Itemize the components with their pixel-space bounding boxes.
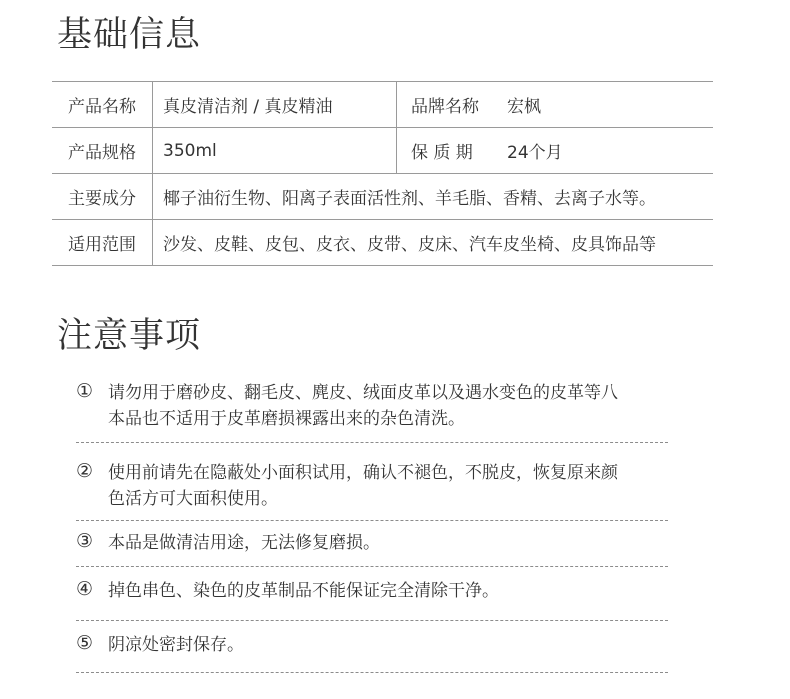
list-item bbox=[76, 521, 668, 567]
ingredients-label: 主要成分 bbox=[52, 174, 153, 220]
usage-scope-value: 沙发、皮鞋、皮包、皮衣、皮带、皮床、汽车皮坐椅、皮具饰品等 bbox=[163, 235, 656, 255]
shelf-life-cell bbox=[397, 128, 714, 174]
shelf-life-label: 保 质 期 bbox=[411, 143, 473, 163]
note-number: ③ bbox=[76, 530, 94, 552]
table-row bbox=[52, 174, 713, 220]
usage-scope-label: 适用范围 bbox=[52, 220, 153, 266]
product-spec-value: 350ml bbox=[153, 128, 397, 174]
table-row bbox=[52, 82, 713, 128]
note-number: ① bbox=[76, 380, 94, 402]
product-spec-label: 产品规格 bbox=[52, 128, 153, 174]
note-text-line: 色活方可大面积使用。 bbox=[108, 489, 278, 509]
basic-info-table bbox=[52, 81, 713, 266]
product-name-value: 真皮清洁剂 / 真皮精油 bbox=[153, 82, 397, 128]
brand-name-value: 宏枫 bbox=[507, 97, 541, 117]
brand-cell bbox=[397, 82, 714, 128]
note-text-line: 本品也不适用于皮革磨损裸露出来的杂色清洗。 bbox=[108, 409, 465, 429]
table-row bbox=[52, 128, 713, 174]
notes-title: 注意事项 bbox=[57, 316, 202, 356]
note-text-line: 掉色串色、染色的皮革制品不能保证完全清除干净。 bbox=[108, 581, 499, 601]
note-number: ④ bbox=[76, 578, 94, 600]
notes-list bbox=[76, 372, 668, 673]
note-number: ② bbox=[76, 460, 94, 482]
ingredients-value: 椰子油衍生物、阳离子表面活性剂、羊毛脂、香精、去离子水等。 bbox=[163, 189, 656, 209]
list-item bbox=[76, 567, 668, 621]
note-text-line: 阴凉处密封保存。 bbox=[108, 635, 244, 655]
table-row bbox=[52, 220, 713, 266]
list-item bbox=[76, 443, 668, 521]
list-item bbox=[76, 372, 668, 443]
list-item bbox=[76, 621, 668, 673]
note-text-line: 使用前请先在隐蔽处小面积试用，确认不褪色，不脱皮，恢复原来颜 bbox=[108, 463, 618, 483]
basic-info-title: 基础信息 bbox=[57, 15, 202, 55]
brand-name-label: 品牌名称 bbox=[411, 97, 479, 117]
shelf-life-value: 24个月 bbox=[507, 143, 563, 163]
product-name-label: 产品名称 bbox=[52, 82, 153, 128]
note-text-line: 请勿用于磨砂皮、翻毛皮、麂皮、绒面皮革以及遇水变色的皮革等八 bbox=[108, 383, 618, 403]
note-number: ⑤ bbox=[76, 632, 94, 654]
note-text-line: 本品是做清洁用途，无法修复磨损。 bbox=[108, 533, 380, 553]
